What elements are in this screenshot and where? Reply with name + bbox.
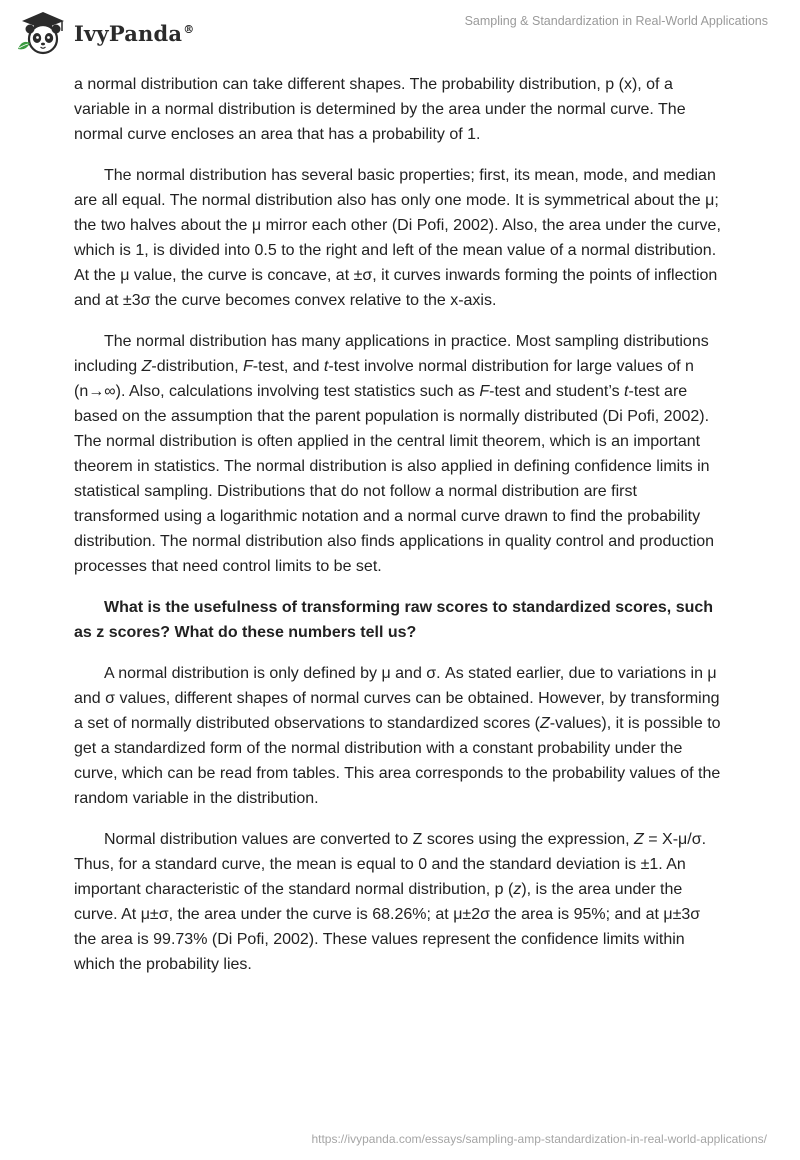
section-question: What is the usefulness of transforming raw scores to standardized scores, such as z scores? What do these numbers tell us? — [74, 599, 714, 641]
paragraph-4: A normal distribution is only defined by μ and σ. As stated earlier, due to variations in μ and σ values, different shapes of normal curves can be obtained. However, by transforming a set of normally distributed observations to standardized scores (Z-values), it is possible to get a standardized form of the normal distribution with a constant probability under the curve, which can be read from tables. This area corresponds to the probability values of the random variable in the distribution. — [74, 665, 721, 807]
paragraph-1: a normal distribution can take different shapes. The probability distribution, p (x), of a variable in a normal distribution is determined by the area under the normal curve. The normal curve encloses an area that has a probability of 1. — [74, 76, 686, 143]
registered-mark: ® — [183, 22, 195, 36]
paragraph-3: The normal distribution has many applications in practice. Most sampling distributions including Z-distribution, F-test, and t-test involve normal distribution for large values of n (n→∞). Also, calculations involving test statistics such as F-test and student’s t-test are based on the assumption that the parent population is normally distributed (Di Pofi, 2002). The normal distribution is often applied in the central limit theorem, which is an important theorem in statistics. The normal distribution is also applied in defining confidence limits in statistical sampling. Distributions that do not follow a normal distribution are first transformed using a logarithmic notation and a normal curve drawn to find the probability distribution. The normal distribution also finds applications in quality control and production processes that need control limits to be set. — [74, 333, 715, 575]
running-title: Sampling & Standardization in Real-World Applications — [464, 14, 768, 28]
brand-name: IvyPanda® — [74, 20, 195, 46]
source-url-link[interactable]: https://ivypanda.com/essays/sampling-amp-standardization-in-real-world-applications/ — [311, 1132, 767, 1146]
paragraph-5: Normal distribution values are converted to Z scores using the expression, Z = X-μ/σ. Thus, for a standard curve, the mean is equal to 0 and the standard deviation is ±1. An important characteristic of the standard normal distribution, p (z), is the area under the curve. At μ±σ, the area under the curve is 68.26%; at μ±2σ the area is 95%; and at μ±3σ the area is 99.73% (Di Pofi, 2002). These values represent the confidence limits within which the probability lies. — [74, 831, 707, 973]
page-header — [0, 0, 800, 70]
brand-logo[interactable] — [14, 8, 194, 58]
paragraph-2: The normal distribution has several basic properties; first, its mean, mode, and median are all equal. The normal distribution also has only one mode. It is symmetrical about the μ; the two halves about the μ mirror each other (Di Pofi, 2002). Also, the area under the curve, which is 1, is divided into 0.5 to the right and left of the mean value of a normal distribution. At the μ value, the curve is concave, at ±σ, it curves inwards forming the points of inflection and at ±3σ the curve becomes convex relative to the x-axis. — [74, 167, 721, 309]
panda-graduate-icon — [14, 9, 72, 57]
article-body — [74, 72, 726, 993]
